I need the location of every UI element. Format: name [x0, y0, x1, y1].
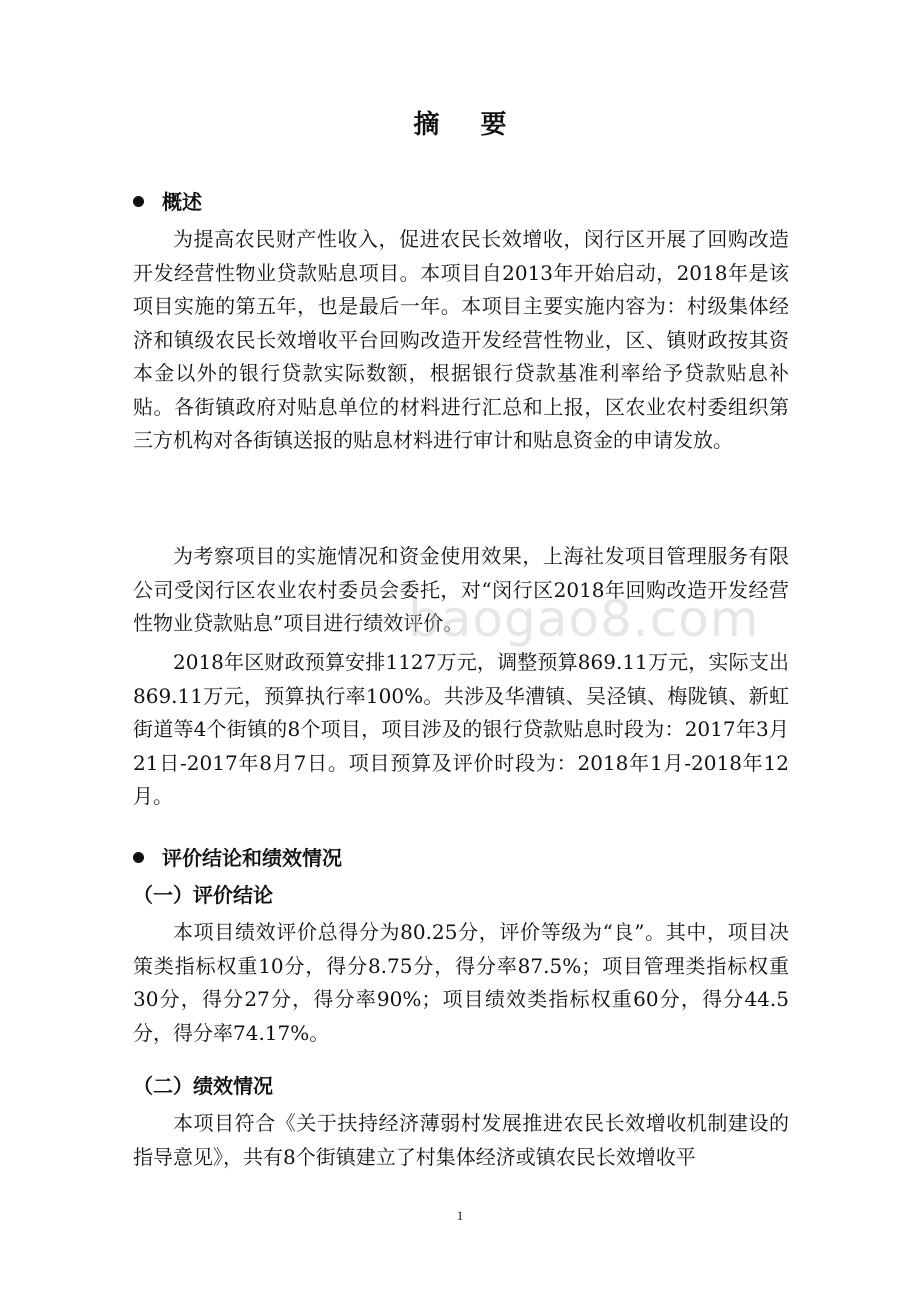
watermark: baogao8.com	[408, 590, 760, 648]
paragraph-overview-2: 为考察项目的实施情况和资金使用效果，上海社发项目管理服务有限公司受闵行区农业农村委员会委托，对“闵行区2018年回购改造开发经营性物业贷款贴息”项目进行绩效评价。	[133, 544, 789, 635]
page-title: 摘 要	[413, 110, 523, 140]
page-number: 1	[456, 1208, 464, 1223]
bullet-icon	[133, 852, 144, 863]
subsection-heading-conclusion: （一）评价结论	[133, 883, 273, 907]
paragraph-overview-1: 为提高农民财产性收入，促进农民长效增收，闵行区开展了回购改造开发经营性物业贷款贴息项目。本项目自2013年开始启动，2018年是该项目实施的第五年，也是最后一年。本项目主要实施内容为：村级集体经济和镇级农民长效增收平台回购改造开发经营性物业，区、镇财政按其资本金以外的银行贷款实际数额，根据银行贷款基准利率给予贷款贴息补贴。各街镇政府对贴息单位的材料进行汇总和上报，区农业农村委组织第三方机构对各街镇送报的贴息材料进行审计和贴息资金的申请发放。	[133, 227, 789, 452]
paragraph-overview-3: 2018年区财政预算安排1127万元，调整预算869.11万元，实际支出869.11万元，预算执行率100%。共涉及华漕镇、吴泾镇、梅陇镇、新虹街道等4个街镇的8个项目，项目涉及的银行贷款贴息时段为：2017年3月21日-2017年8月7日。项目预算及评价时段为：2018年1月-2018年12月。	[133, 650, 789, 808]
bullet-icon	[133, 196, 144, 207]
paragraph-conclusion: 本项目绩效评价总得分为80.25分，评价等级为“良”。其中，项目决策类指标权重10分，得分8.75分，得分率87.5%；项目管理类指标权重30分，得分27分，得分率90%；项目绩效类指标权重60分，得分44.5分，得分率74.17%。	[133, 920, 789, 1045]
paragraph-performance: 本项目符合《关于扶持经济薄弱村发展推进农民长效增收机制建设的指导意见》，共有8个街镇建立了村集体经济或镇农民长效增收平	[133, 1111, 789, 1169]
section-heading-conclusion: 评价结论和绩效情况	[133, 842, 342, 875]
subsection-heading-performance: （二）绩效情况	[133, 1074, 273, 1098]
section-heading-overview: 概述	[133, 186, 202, 219]
